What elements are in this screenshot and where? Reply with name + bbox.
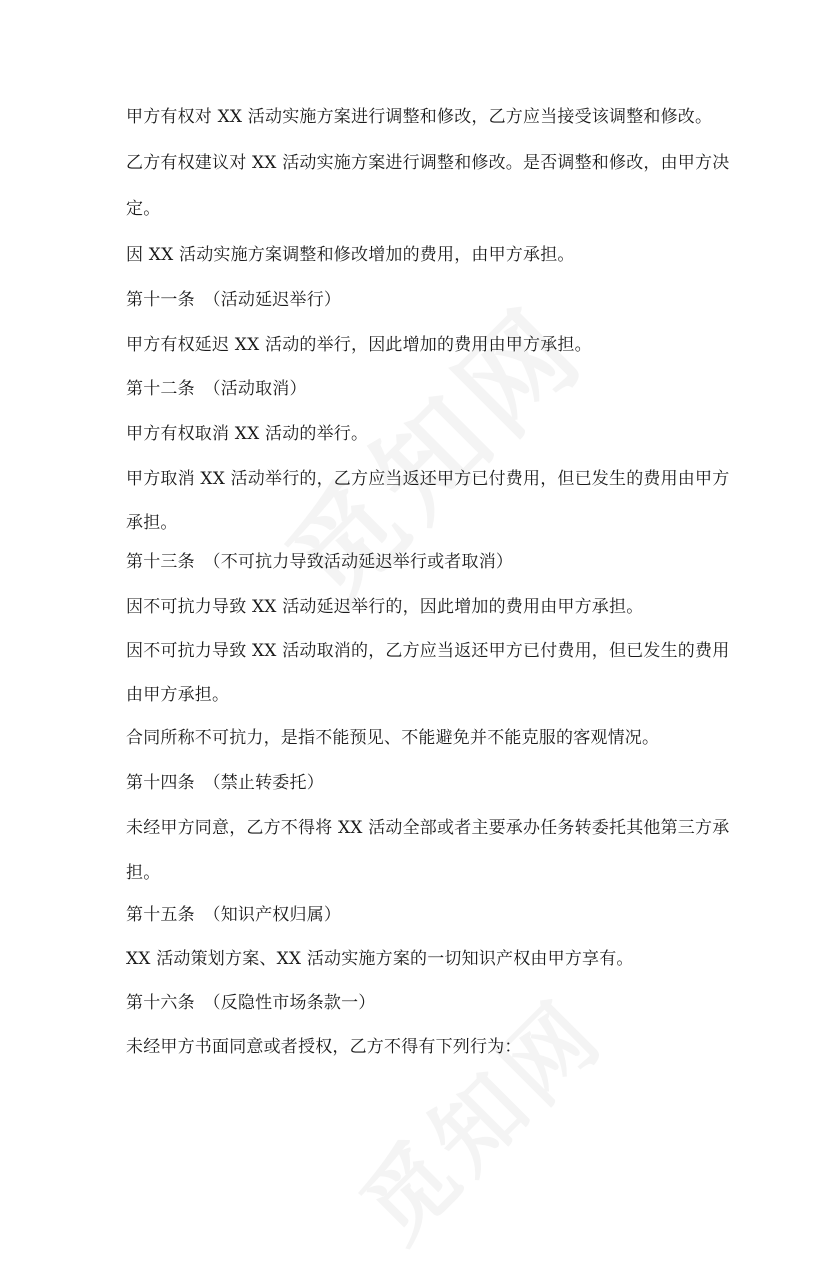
section-heading: 第十二条 （活动取消） (126, 379, 307, 399)
paragraph-line: 甲方有权延迟 XX 活动的举行，因此增加的费用由甲方承担。 (126, 335, 592, 355)
paragraph-line: 承担。 (126, 513, 178, 533)
paragraph-line: 未经甲方书面同意或者授权，乙方不得有下列行为： (126, 1037, 522, 1057)
paragraph-line: 甲方有权取消 XX 活动的举行。 (126, 424, 369, 444)
paragraph-line: 甲方取消 XX 活动举行的，乙方应当返还甲方已付费用，但已发生的费用由甲方 (126, 469, 730, 489)
paragraph-line: XX 活动策划方案、XX 活动实施方案的一切知识产权由甲方享有。 (126, 949, 634, 969)
paragraph-line: 未经甲方同意，乙方不得将 XX 活动全部或者主要承办任务转委托其他第三方承 (126, 818, 730, 838)
section-heading: 第十一条 （活动延迟举行） (126, 290, 342, 310)
paragraph-line: 因 XX 活动实施方案调整和修改增加的费用，由甲方承担。 (126, 245, 575, 265)
watermark-logo (247, 266, 613, 632)
paragraph-line: 因不可抗力导致 XX 活动延迟举行的，因此增加的费用由甲方承担。 (126, 597, 644, 617)
paragraph-line: 合同所称不可抗力，是指不能预见、不能避免并不能克服的客观情况。 (126, 728, 660, 748)
paragraph-line: 甲方有权对 XX 活动实施方案进行调整和修改，乙方应当接受该调整和修改。 (126, 107, 713, 127)
section-heading: 第十三条 （不可抗力导致活动延迟举行或者取消） (126, 552, 514, 572)
section-heading: 第十五条 （知识产权归属） (126, 905, 342, 925)
paragraph-line: 因不可抗力导致 XX 活动取消的，乙方应当返还甲方已付费用，但已发生的费用 (126, 641, 730, 661)
paragraph-line: 乙方有权建议对 XX 活动实施方案进行调整和修改。是否调整和修改，由甲方决 (126, 153, 730, 173)
paragraph-line: 定。 (126, 199, 161, 219)
section-heading: 第十六条 （反隐性市场条款一） (126, 993, 376, 1013)
paragraph-line: 由甲方承担。 (126, 685, 230, 705)
section-heading: 第十四条 （禁止转委托） (126, 773, 324, 793)
paragraph-line: 担。 (126, 863, 161, 883)
